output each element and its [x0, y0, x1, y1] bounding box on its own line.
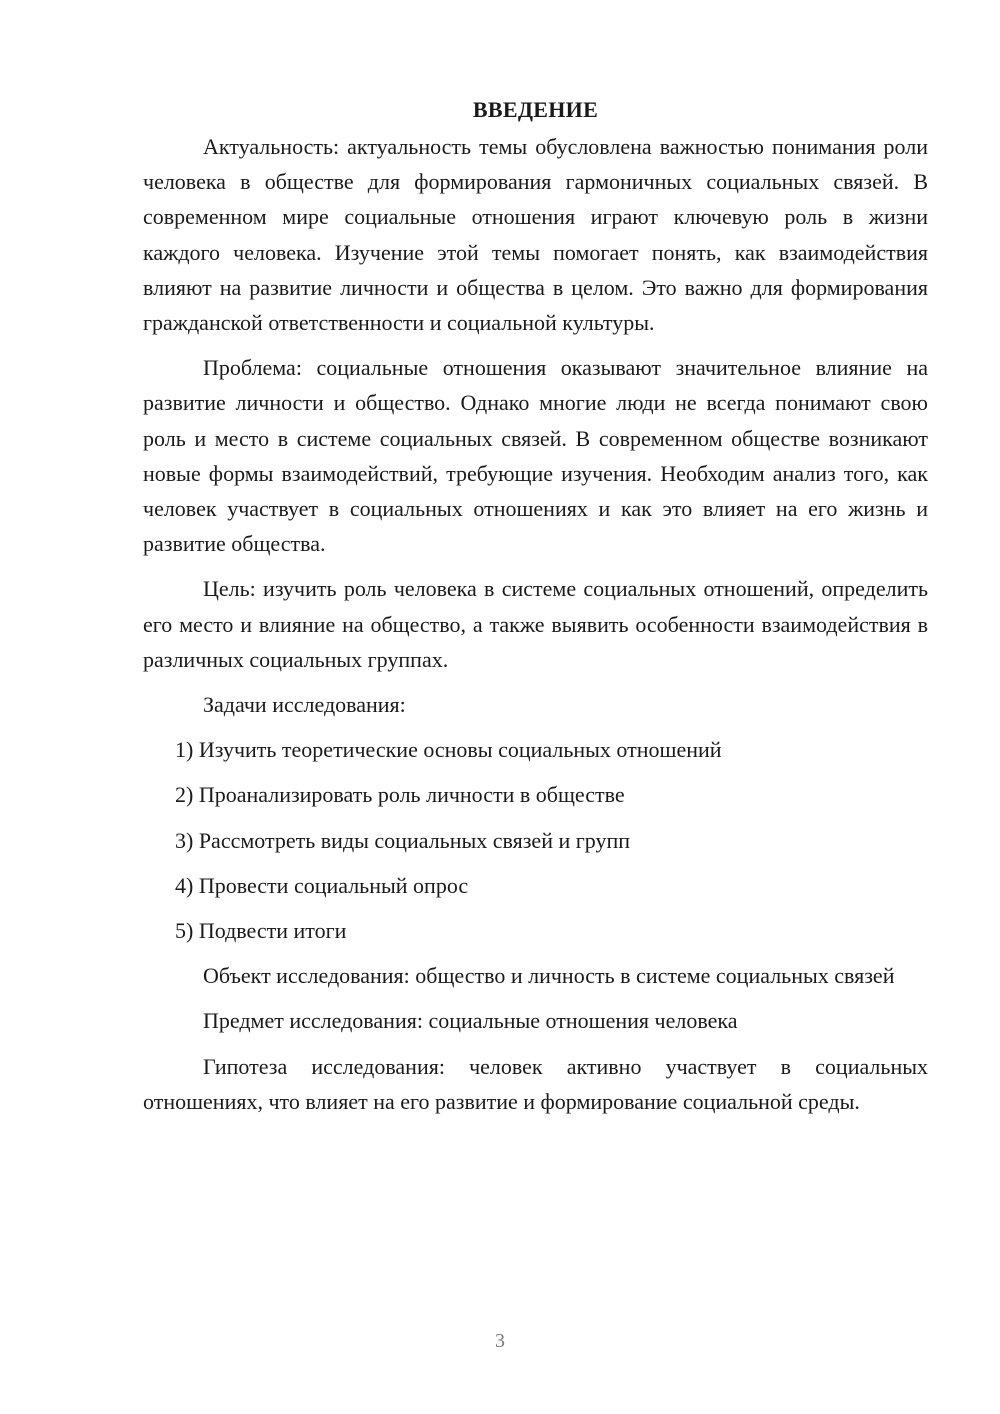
hypothesis-paragraph: Гипотеза исследования: человек активно участвует в социальных отношениях, что влияет на его развитие и формирование социальной среды. — [143, 1053, 928, 1114]
task-item: 1) Изучить теоретические основы социальных отношений — [175, 737, 722, 763]
task-item: 4) Провести социальный опрос — [175, 872, 469, 898]
task-item: 5) Подвести итоги — [175, 918, 347, 944]
document-page — [143, 92, 928, 1129]
relevance-paragraph: Актуальность: актуальность темы обусловлена важностью понимания роли человека в обществе для формирования гармоничных социальных связей. В современном мире социальные отношения играют ключевую роль в жизни каждого человека. Изучение этой темы помогает понять, как взаимодействия влияют на развитие личности и общества в целом. Это важно для формирования гражданской ответственности и социальной культуры. — [143, 134, 928, 336]
task-item: 2) Проанализировать роль личности в обществе — [175, 782, 625, 808]
section-title: ВВЕДЕНИЕ — [472, 97, 599, 122]
page-number: 3 — [495, 1330, 505, 1352]
goal-paragraph: Цель: изучить роль человека в системе социальных отношений, определить его место и влияние на общество, а также выявить особенности взаимодействия в различных социальных группах. — [143, 576, 928, 672]
object-paragraph: Объект исследования: общество и личность в системе социальных связей — [203, 963, 895, 989]
subject-paragraph: Предмет исследования: социальные отношения человека — [203, 1008, 738, 1034]
task-item: 3) Рассмотреть виды социальных связей и групп — [175, 827, 631, 853]
problem-paragraph: Проблема: социальные отношения оказывают значительное влияние на развитие личности и общество. Однако многие люди не всегда понимают свою роль и место в системе социальных связей. В современном обществе возникают новые формы взаимодействий, требующие изучения. Необходим анализ того, как человек участвует в социальных отношениях и как это влияет на его жизнь и развитие общества. — [143, 355, 928, 557]
tasks-heading: Задачи исследования: — [203, 692, 406, 718]
